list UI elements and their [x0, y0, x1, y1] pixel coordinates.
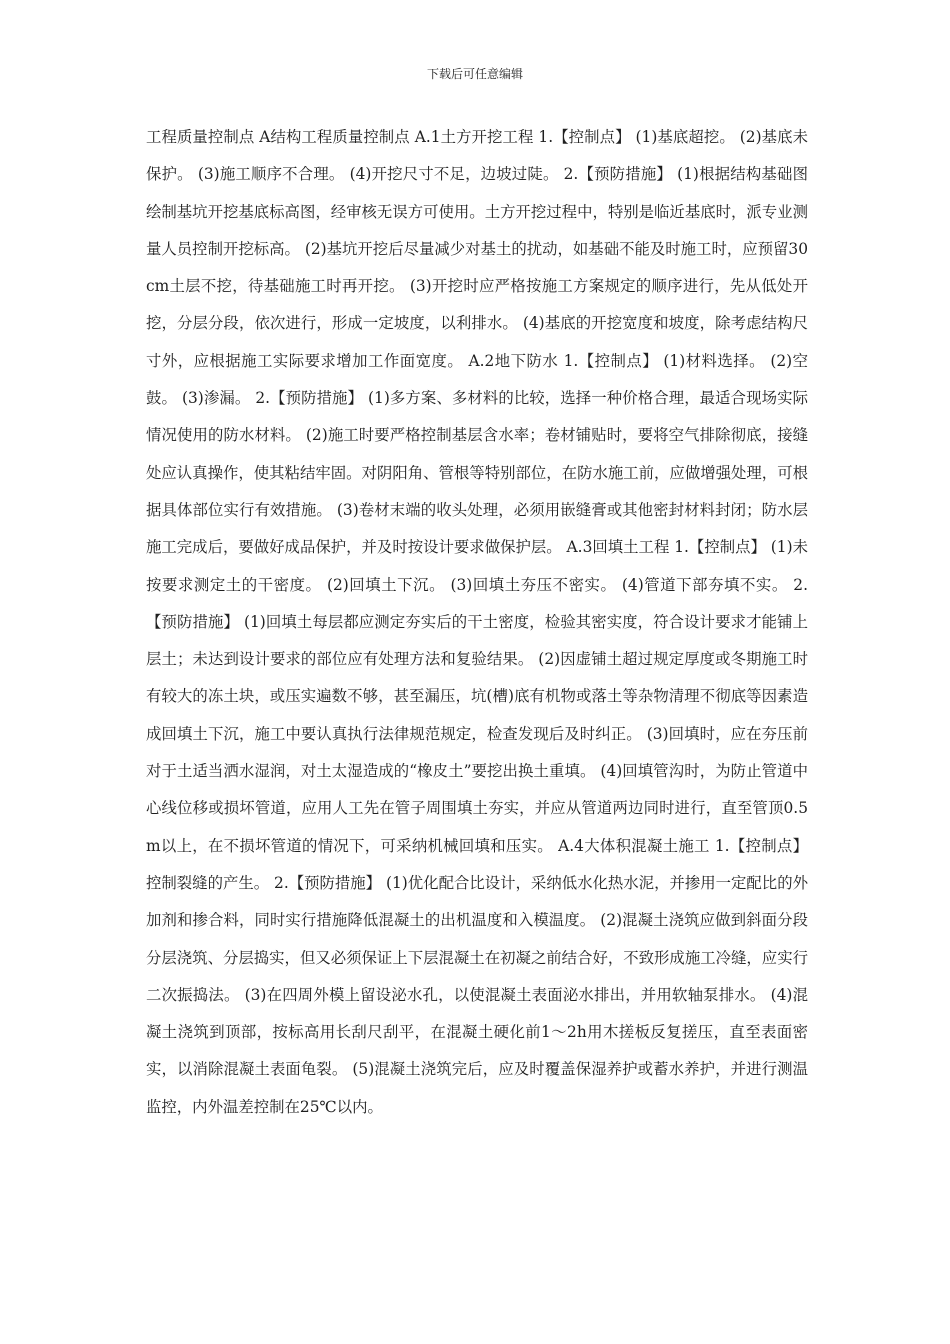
download-note: 下载后可任意编辑: [426, 67, 523, 81]
document-body: 工程质量控制点 A结构工程质量控制点 A.1土方开挖工程 1.【控制点】 (1)基底超挖。 (2)基底未保护。 (3)施工顺序不合理。 (4)开挖尺寸不足，边坡过陡。 2.【预防措施】 (1)根据结构基础图绘制基坑开挖基底标高图，经审核无误方可使用。土方开挖过程中，特别是临近基底时，派专业测量人员控制开挖标高。 (2)基坑开挖后尽量减少对基土的扰动，如基础不能及时施工时，应预留30cm土层不挖，待基础施工时再开挖。 (3)开挖时应严格按施工方案规定的顺序进行，先从低处开挖，分层分段，依次进行，形成一定坡度，以利排水。 (4)基底的开挖宽度和坡度，除考虑结构尺寸外，应根据施工实际要求增加工作面宽度。 A.2地下防水 1.【控制点】 (1)材料选择。 (2)空鼓。 (3)渗漏。 2.【预防措施】 (1)多方案、多材料的比较，选择一种价格合理，最适合现场实际情况使用的防水材料。 (2)施工时要严格控制基层含水率；卷材铺贴时，要将空气排除彻底，接缝处应认真操作，使其粘结牢固。对阴阳角、管根等特别部位，在防水施工前，应做增强处理，可根据具体部位实行有效措施。 (3)卷材末端的收头处理，必须用嵌缝膏或其他密封材料封闭；防水层施工完成后，要做好成品保护，并及时按设计要求做保护层。 A.3回填土工程 1.【控制点】 (1)未按要求测定土的干密度。 (2)回填土下沉。 (3)回填土夯压不密实。 (4)管道下部夯填不实。 2.【预防措施】 (1)回填土每层都应测定夯实后的干土密度，检验其密实度，符合设计要求才能铺上层土；未达到设计要求的部位应有处理方法和复验结果。 (2)因虚铺土超过规定厚度或冬期施工时有较大的冻土块，或压实遍数不够，甚至漏压，坑(槽)底有机物或落土等杂物清理不彻底等因素造成回填土下沉，施工中要认真执行法律规范规定，检查发现后及时纠正。 (3)回填时，应在夯压前对于土适当洒水湿润，对土太湿造成的“橡皮土”要挖出换土重填。 (4)回填管沟时，为防止管道中心线位移或损坏管道，应用人工先在管子周围填土夯实，并应从管道两边同时进行，直至管顶0.5m以上，在不损坏管道的情况下，可采纳机械回填和压实。 A.4大体积混凝土施工 1.【控制点】 控制裂缝的产生。 2.【预防措施】 (1)优化配合比设计，采纳低水化热水泥，并掺用一定配比的外加剂和掺合料，同时实行措施降低混凝土的出机温度和入模温度。 (2)混凝土浇筑应做到斜面分段分层浇筑、分层捣实，但又必须保证上下层混凝土在初凝之前结合好，不致形成施工冷缝，应实行二次振捣法。 (3)在四周外模上留设泌水孔，以使混凝土表面泌水排出，并用软轴泵排水。 (4)混凝土浇筑到顶部，按标高用长刮尺刮平，在混凝土硬化前1～2h用木搓板反复搓压，直至表面密实，以消除混凝土表面龟裂。 (5)混凝土浇筑完后，应及时覆盖保湿养护或蓄水养护，并进行测温监控，内外温差控制在25℃以内。: [146, 128, 808, 1116]
